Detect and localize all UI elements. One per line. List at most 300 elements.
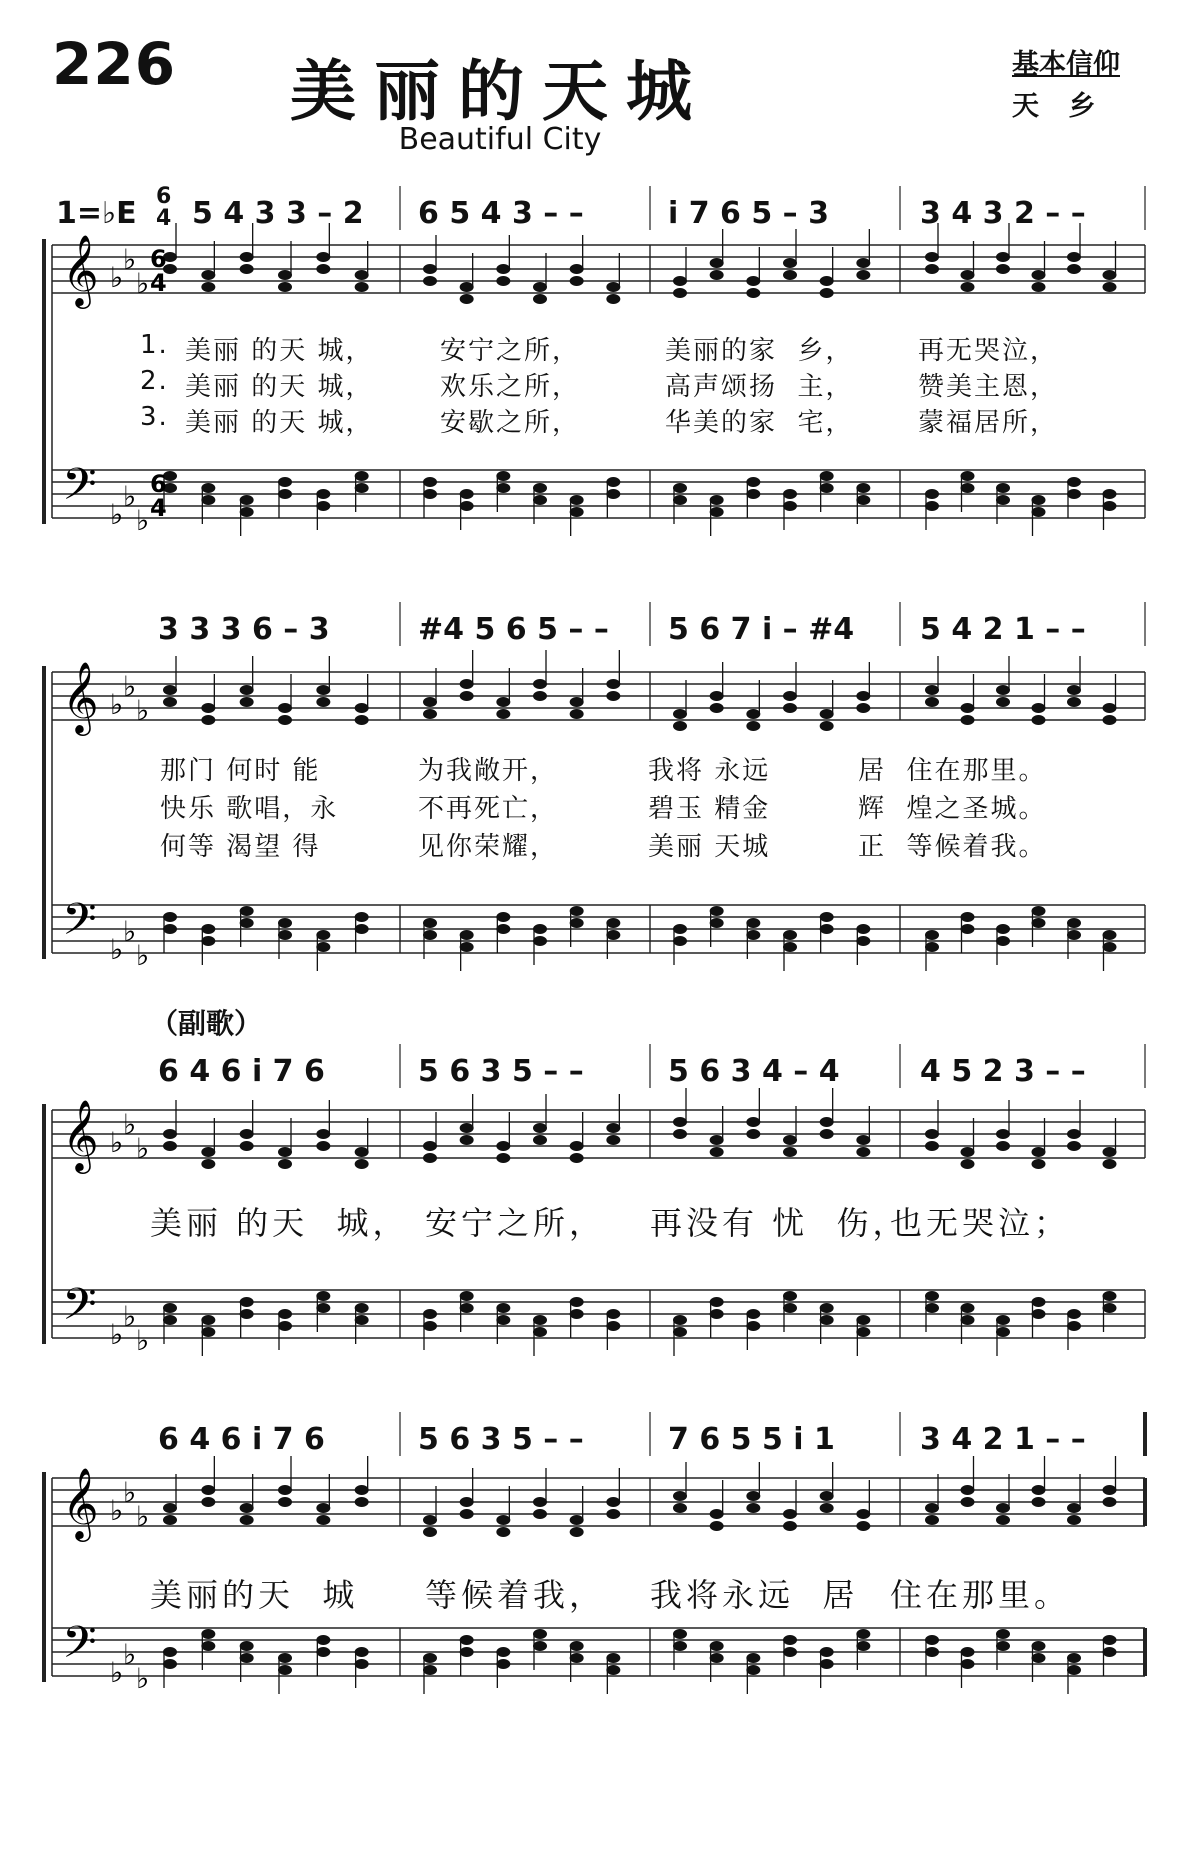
note-head (996, 495, 1010, 505)
note-head (533, 691, 547, 701)
note-head (1103, 1303, 1117, 1313)
note-head (423, 1321, 437, 1331)
note-head (278, 1665, 292, 1675)
note-head (710, 1135, 724, 1145)
note-head (606, 1497, 620, 1507)
flat-icon: ♭ (136, 1324, 150, 1357)
note-head (316, 1503, 330, 1513)
note-head (1067, 918, 1081, 928)
verse-lyric: 高声颂扬 主， (665, 372, 854, 402)
note-head (856, 691, 870, 701)
note-head (1067, 1653, 1081, 1663)
chorus-lyric: 再没有 忧 伤， (650, 1204, 909, 1242)
note-head (996, 1141, 1010, 1151)
note-head (925, 1635, 939, 1645)
note-head (961, 483, 975, 493)
hymn-subtitle: Beautiful City (398, 122, 602, 157)
note-head (316, 942, 330, 952)
note-head (746, 1129, 760, 1139)
note-head (460, 1291, 474, 1301)
note-head (460, 1497, 474, 1507)
note-head (316, 501, 330, 511)
note-head (710, 1297, 724, 1307)
jianpu-measure: 5 6 3 5 – – (418, 1422, 584, 1457)
note-head (460, 294, 474, 304)
note-head (606, 1509, 620, 1519)
note-head (820, 483, 834, 493)
note-head (1032, 507, 1046, 517)
note-head (201, 703, 215, 713)
note-head (856, 936, 870, 946)
note-head (996, 924, 1010, 934)
note-head (460, 282, 474, 292)
note-head (996, 1129, 1010, 1139)
note-head (201, 495, 215, 505)
note-head (570, 1527, 584, 1537)
flat-icon: ♭ (136, 694, 150, 727)
note-head (746, 288, 760, 298)
note-head (240, 1309, 254, 1319)
verse-lyric: 见你荣耀， (418, 832, 559, 862)
note-head (1103, 1291, 1117, 1301)
note-head (710, 270, 724, 280)
verse-lyric: 居 住在那里。 (858, 756, 1047, 786)
note-head (1032, 715, 1046, 725)
flat-icon: ♭ (136, 1500, 150, 1533)
flat-icon: ♭ (110, 688, 124, 721)
note-head (820, 288, 834, 298)
flat-icon: ♭ (123, 1108, 137, 1141)
note-head (316, 1303, 330, 1313)
jianpu-measure: 5 6 3 4 – 4 (668, 1054, 840, 1089)
note-head (278, 918, 292, 928)
bass-time-bottom: 4 (150, 494, 167, 522)
note-head (746, 1321, 760, 1331)
time-signature-bottom: 4 (156, 206, 172, 231)
note-head (1103, 930, 1117, 940)
note-head (996, 1503, 1010, 1513)
note-head (925, 501, 939, 511)
jianpu-measure: 7 6 5 5 i 1 (668, 1422, 835, 1457)
note-head (316, 1647, 330, 1657)
note-head (820, 1491, 834, 1501)
note-head (1032, 703, 1046, 713)
note-head (423, 264, 437, 274)
note-head (533, 294, 547, 304)
note-head (163, 685, 177, 695)
note-head (1103, 1497, 1117, 1507)
note-head (856, 258, 870, 268)
note-head (820, 1303, 834, 1313)
flat-icon: ♭ (123, 1300, 137, 1333)
note-head (240, 906, 254, 916)
note-head (673, 1327, 687, 1337)
note-head (496, 709, 510, 719)
verse-lyric: 美丽 的天 城， (185, 336, 374, 366)
treble-clef-icon: 𝄞 (62, 1466, 99, 1539)
verse-lyric: 正 等候着我。 (858, 832, 1047, 862)
note-head (460, 930, 474, 940)
note-head (1032, 1485, 1046, 1495)
note-head (201, 1641, 215, 1651)
note-head (570, 1641, 584, 1651)
note-head (746, 276, 760, 286)
jianpu-measure: 6 4 6 i 7 6 (158, 1054, 325, 1089)
note-head (746, 918, 760, 928)
note-head (820, 721, 834, 731)
note-head (961, 282, 975, 292)
note-head (1067, 477, 1081, 487)
note-head (570, 906, 584, 916)
note-head (606, 1135, 620, 1145)
note-head (856, 1135, 870, 1145)
bass-clef-icon: 𝄢 (62, 893, 97, 956)
note-head (163, 1129, 177, 1139)
note-head (925, 1291, 939, 1301)
note-head (240, 1515, 254, 1525)
time-signature-top: 6 (156, 184, 172, 209)
note-head (996, 936, 1010, 946)
note-head (533, 936, 547, 946)
note-head (533, 1629, 547, 1639)
note-head (673, 709, 687, 719)
note-head (278, 270, 292, 280)
note-head (240, 697, 254, 707)
note-head (355, 471, 369, 481)
note-head (746, 1503, 760, 1513)
flat-icon: ♭ (110, 498, 124, 531)
note-head (1032, 1653, 1046, 1663)
verse-number: 2. (140, 366, 169, 396)
chorus-label: （副歌） (150, 1007, 263, 1040)
verse-lyric: 安歇之所， (440, 408, 581, 438)
note-head (856, 495, 870, 505)
verse-lyric: 蒙福居所， (918, 408, 1059, 438)
note-head (423, 1153, 437, 1163)
jianpu-measure: 3 4 3 2 – – (920, 196, 1086, 231)
note-head (673, 1629, 687, 1639)
note-head (746, 721, 760, 731)
note-head (925, 1647, 939, 1657)
jianpu-measure: 3 3 3 6 – 3 (158, 612, 330, 647)
note-head (606, 1123, 620, 1133)
bass-clef-icon: 𝄢 (62, 458, 97, 521)
note-head (240, 1297, 254, 1307)
note-head (1032, 270, 1046, 280)
note-head (570, 276, 584, 286)
note-head (355, 1659, 369, 1669)
note-head (460, 1303, 474, 1313)
note-head (496, 1647, 510, 1657)
note-head (355, 282, 369, 292)
verse-lyric: 华美的家 宅， (665, 408, 854, 438)
jianpu-measure: i 7 6 5 – 3 (668, 196, 830, 231)
chorus-lyric: 美丽 的天 城， (150, 1204, 409, 1242)
note-head (460, 1123, 474, 1133)
note-head (961, 1303, 975, 1313)
note-head (783, 1291, 797, 1301)
note-head (201, 1159, 215, 1169)
note-head (1032, 1147, 1046, 1157)
note-head (1103, 489, 1117, 499)
note-head (1032, 918, 1046, 928)
note-head (710, 1653, 724, 1663)
note-head (1067, 264, 1081, 274)
note-head (1067, 697, 1081, 707)
note-head (961, 1485, 975, 1495)
note-head (961, 1659, 975, 1669)
note-head (460, 501, 474, 511)
note-head (1067, 685, 1081, 695)
note-head (533, 1497, 547, 1507)
jianpu-measure: 5 6 7 i – #4 (668, 612, 855, 647)
note-head (423, 1653, 437, 1663)
note-head (163, 1503, 177, 1513)
verse-lyric: 欢乐之所， (440, 372, 581, 402)
note-head (423, 709, 437, 719)
note-head (856, 1315, 870, 1325)
note-head (783, 501, 797, 511)
note-head (533, 1509, 547, 1519)
note-head (278, 489, 292, 499)
jianpu-measure: 5 4 2 1 – – (920, 612, 1086, 647)
note-head (316, 489, 330, 499)
note-head (996, 483, 1010, 493)
bass-clef-icon: 𝄢 (62, 1278, 97, 1341)
note-head (783, 703, 797, 713)
bass-clef-icon: 𝄢 (62, 1616, 97, 1679)
note-head (423, 1309, 437, 1319)
verse-lyric: 美丽的家 乡， (665, 336, 854, 366)
note-head (533, 1123, 547, 1133)
note-head (1103, 1159, 1117, 1169)
note-head (496, 697, 510, 707)
note-head (746, 1491, 760, 1501)
flat-icon: ♭ (123, 243, 137, 276)
note-head (278, 715, 292, 725)
note-head (570, 918, 584, 928)
note-head (1032, 1309, 1046, 1319)
note-head (240, 264, 254, 274)
note-head (240, 1641, 254, 1651)
note-head (606, 1665, 620, 1675)
note-head (746, 489, 760, 499)
note-head (278, 1653, 292, 1663)
note-head (925, 1141, 939, 1151)
note-head (996, 1515, 1010, 1525)
flat-icon: ♭ (110, 1126, 124, 1159)
note-head (316, 252, 330, 262)
note-head (820, 924, 834, 934)
note-head (961, 703, 975, 713)
note-head (1067, 1503, 1081, 1513)
note-head (201, 1485, 215, 1495)
note-head (278, 930, 292, 940)
note-head (673, 1117, 687, 1127)
note-head (240, 1141, 254, 1151)
note-head (570, 507, 584, 517)
note-head (570, 1309, 584, 1319)
verse-number: 1. (140, 330, 169, 360)
note-head (163, 912, 177, 922)
note-head (423, 1527, 437, 1537)
note-head (316, 1635, 330, 1645)
note-head (710, 906, 724, 916)
note-head (856, 1521, 870, 1531)
note-head (925, 489, 939, 499)
note-head (1103, 703, 1117, 713)
note-head (496, 912, 510, 922)
note-head (355, 715, 369, 725)
note-head (201, 1315, 215, 1325)
note-head (1032, 495, 1046, 505)
note-head (278, 1497, 292, 1507)
note-head (278, 703, 292, 713)
flat-icon: ♭ (123, 670, 137, 703)
note-head (925, 1303, 939, 1313)
note-head (606, 1309, 620, 1319)
note-head (533, 1315, 547, 1325)
note-head (673, 924, 687, 934)
note-head (496, 1659, 510, 1669)
note-head (278, 1485, 292, 1495)
note-head (673, 288, 687, 298)
note-head (496, 1141, 510, 1151)
note-head (163, 1647, 177, 1657)
note-head (163, 1303, 177, 1313)
jianpu-measure: 5 4 3 3 – 2 (192, 196, 364, 231)
note-head (355, 912, 369, 922)
verse-lyric: 不再死亡， (418, 794, 559, 824)
note-head (783, 1135, 797, 1145)
note-head (673, 1129, 687, 1139)
note-head (925, 697, 939, 707)
note-head (1067, 1141, 1081, 1151)
note-head (783, 930, 797, 940)
note-head (961, 912, 975, 922)
verse-lyric: 辉 煌之圣城。 (858, 794, 1047, 824)
note-head (240, 1653, 254, 1663)
note-head (240, 495, 254, 505)
note-head (606, 477, 620, 487)
note-head (1067, 1665, 1081, 1675)
flat-icon: ♭ (110, 933, 124, 966)
note-head (925, 685, 939, 695)
note-head (1067, 1515, 1081, 1525)
verse-lyric: 那门 何时 能 (160, 756, 321, 786)
note-head (460, 1635, 474, 1645)
note-head (606, 1653, 620, 1663)
note-head (355, 1315, 369, 1325)
note-head (355, 1159, 369, 1169)
note-head (240, 252, 254, 262)
note-head (961, 1647, 975, 1657)
note-head (496, 1153, 510, 1163)
note-head (856, 1641, 870, 1651)
note-head (533, 1327, 547, 1337)
note-head (316, 1141, 330, 1151)
note-head (746, 477, 760, 487)
note-head (961, 1159, 975, 1169)
note-head (783, 691, 797, 701)
note-head (606, 294, 620, 304)
note-head (316, 1515, 330, 1525)
note-head (925, 1515, 939, 1525)
note-head (201, 924, 215, 934)
note-head (746, 1665, 760, 1675)
note-head (240, 507, 254, 517)
treble-clef-icon: 𝄞 (62, 660, 99, 733)
jianpu-measure: 6 5 4 3 – – (418, 196, 584, 231)
note-head (1032, 1159, 1046, 1169)
note-head (570, 1653, 584, 1663)
note-head (533, 924, 547, 934)
note-head (533, 1135, 547, 1145)
note-head (423, 489, 437, 499)
note-head (820, 912, 834, 922)
jianpu-measure: 4 5 2 3 – – (920, 1054, 1086, 1089)
hymn-theme: 天 乡 (1012, 91, 1096, 122)
verse-lyric: 我将 永远 (648, 756, 771, 786)
note-head (673, 721, 687, 731)
note-head (783, 1509, 797, 1519)
note-head (856, 270, 870, 280)
flat-icon: ♭ (110, 1494, 124, 1527)
key-signature: 1=♭E (56, 196, 137, 231)
note-head (201, 1147, 215, 1157)
flat-icon: ♭ (123, 1638, 137, 1671)
note-head (925, 942, 939, 952)
note-head (673, 495, 687, 505)
note-head (673, 936, 687, 946)
note-head (1032, 282, 1046, 292)
note-head (496, 1515, 510, 1525)
chorus-lyric: 美丽的天 城 (150, 1576, 359, 1614)
note-head (423, 477, 437, 487)
note-head (355, 1497, 369, 1507)
note-head (961, 924, 975, 934)
note-head (961, 1497, 975, 1507)
note-head (746, 709, 760, 719)
note-head (496, 924, 510, 934)
flat-icon: ♭ (110, 1656, 124, 1689)
flat-icon: ♭ (123, 480, 137, 513)
note-head (996, 1327, 1010, 1337)
flat-icon: ♭ (136, 267, 150, 300)
note-head (533, 1641, 547, 1651)
note-head (820, 1315, 834, 1325)
note-head (925, 252, 939, 262)
verse-lyric: 安宁之所， (440, 336, 581, 366)
note-head (278, 477, 292, 487)
note-head (460, 691, 474, 701)
note-head (710, 495, 724, 505)
note-head (1067, 489, 1081, 499)
note-head (925, 1129, 939, 1139)
note-head (496, 264, 510, 274)
note-head (606, 489, 620, 499)
note-head (1067, 1321, 1081, 1331)
verse-lyric: 碧玉 精金 (648, 794, 771, 824)
note-head (673, 1503, 687, 1513)
note-head (961, 270, 975, 280)
chorus-lyric: 也无哭泣； (890, 1204, 1071, 1242)
note-head (355, 483, 369, 493)
note-head (996, 264, 1010, 274)
note-head (316, 1291, 330, 1301)
verse-lyric: 快乐 歌唱，永 (160, 794, 339, 824)
chorus-lyric: 等候着我， (425, 1576, 606, 1614)
